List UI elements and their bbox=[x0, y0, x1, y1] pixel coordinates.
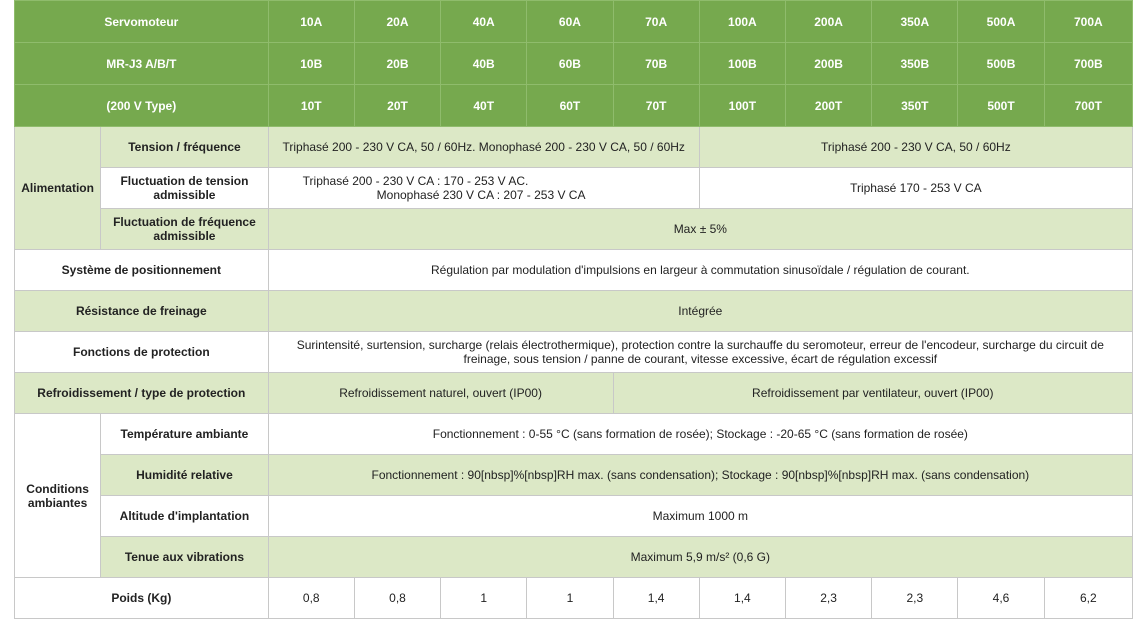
row-label: Fluctuation de tension admissible bbox=[101, 168, 268, 209]
row-humidite bbox=[15, 455, 1133, 496]
row-altitude bbox=[15, 496, 1133, 537]
row-label: Système de positionnement bbox=[15, 250, 269, 291]
model-cell: 20A bbox=[354, 1, 440, 43]
value-cell: Fonctionnement : 0-55 °C (sans formation de rosée); Stockage : -20-65 °C (sans formation de rosée) bbox=[268, 414, 1132, 455]
model-cell: 700B bbox=[1044, 43, 1132, 85]
value-cell: Fonctionnement : 90[nbsp]%[nbsp]RH max. (sans condensation); Stockage : 90[nbsp]%[nbsp]RH max. (sans condensation) bbox=[268, 455, 1132, 496]
model-cell: 10B bbox=[268, 43, 354, 85]
weight-cell: 1 bbox=[441, 578, 527, 619]
spec-table-wrapper bbox=[14, 0, 1133, 619]
model-cell: 350B bbox=[872, 43, 958, 85]
row-label: Fonctions de protection bbox=[15, 332, 269, 373]
header-row-series bbox=[15, 43, 1133, 85]
model-cell: 500B bbox=[958, 43, 1044, 85]
weight-cell: 0,8 bbox=[268, 578, 354, 619]
row-label: Refroidissement / type de protection bbox=[15, 373, 269, 414]
row-fluct-freq bbox=[15, 209, 1133, 250]
model-cell: 200B bbox=[785, 43, 871, 85]
value-cell: Max ± 5% bbox=[268, 209, 1132, 250]
row-tension bbox=[15, 127, 1133, 168]
weight-cell: 4,6 bbox=[958, 578, 1044, 619]
weight-cell: 1,4 bbox=[699, 578, 785, 619]
row-label: Fluctuation de fréquence admissible bbox=[101, 209, 268, 250]
value-cell: Surintensité, surtension, surcharge (relais électrothermique), protection contre la surchauffe du seromoteur, erreur de l'encodeur, surcharge du circuit de freinage, sous tension / panne de courant, vitesse excessive, écart de régulation excessif bbox=[268, 332, 1132, 373]
row-refroidissement bbox=[15, 373, 1133, 414]
weight-cell: 2,3 bbox=[872, 578, 958, 619]
model-cell: 500A bbox=[958, 1, 1044, 43]
value-cell: Triphasé 200 - 230 V CA, 50 / 60Hz bbox=[699, 127, 1132, 168]
model-cell: 40B bbox=[441, 43, 527, 85]
row-vibrations bbox=[15, 537, 1133, 578]
weight-cell: 1 bbox=[527, 578, 613, 619]
group-label-alimentation: Alimentation bbox=[15, 127, 101, 250]
model-cell: 700A bbox=[1044, 1, 1132, 43]
row-freinage bbox=[15, 291, 1133, 332]
model-cell: 70T bbox=[613, 85, 699, 127]
model-cell: 350A bbox=[872, 1, 958, 43]
model-cell: 200T bbox=[785, 85, 871, 127]
model-cell: 10A bbox=[268, 1, 354, 43]
value-cell: Triphasé 170 - 253 V CA bbox=[699, 168, 1132, 209]
model-cell: 350T bbox=[872, 85, 958, 127]
value-cell: Refroidissement naturel, ouvert (IP00) bbox=[268, 373, 613, 414]
model-cell: 100A bbox=[699, 1, 785, 43]
value-line: Triphasé 200 - 230 V CA : 170 - 253 V AC. bbox=[302, 174, 529, 188]
row-fluct-tension bbox=[15, 168, 1133, 209]
value-cell: Maximum 1000 m bbox=[268, 496, 1132, 537]
model-cell: 70B bbox=[613, 43, 699, 85]
model-cell: 40A bbox=[441, 1, 527, 43]
row-positionnement bbox=[15, 250, 1133, 291]
value-cell bbox=[268, 168, 699, 209]
model-cell: 20B bbox=[354, 43, 440, 85]
servo-spec-table bbox=[14, 0, 1133, 619]
row-label: Humidité relative bbox=[101, 455, 268, 496]
model-cell: 100T bbox=[699, 85, 785, 127]
value-cell: Maximum 5,9 m/s² (0,6 G) bbox=[268, 537, 1132, 578]
header-row-type bbox=[15, 85, 1133, 127]
value-cell: Intégrée bbox=[268, 291, 1132, 332]
row-label: Poids (Kg) bbox=[15, 578, 269, 619]
model-cell: 10T bbox=[268, 85, 354, 127]
row-temperature bbox=[15, 414, 1133, 455]
model-cell: 700T bbox=[1044, 85, 1132, 127]
model-cell: 40T bbox=[441, 85, 527, 127]
row-label: Altitude d'implantation bbox=[101, 496, 268, 537]
header-row-servomoteur bbox=[15, 1, 1133, 43]
row-label: Température ambiante bbox=[101, 414, 268, 455]
weight-cell: 6,2 bbox=[1044, 578, 1132, 619]
weight-cell: 1,4 bbox=[613, 578, 699, 619]
model-cell: 60A bbox=[527, 1, 613, 43]
model-cell: 60B bbox=[527, 43, 613, 85]
header-label: (200 V Type) bbox=[15, 85, 269, 127]
row-poids bbox=[15, 578, 1133, 619]
value-cell: Régulation par modulation d'impulsions en largeur à commutation sinusoïdale / régulation de courant. bbox=[268, 250, 1132, 291]
value-cell: Refroidissement par ventilateur, ouvert (IP00) bbox=[613, 373, 1132, 414]
model-cell: 500T bbox=[958, 85, 1044, 127]
model-cell: 60T bbox=[527, 85, 613, 127]
model-cell: 100B bbox=[699, 43, 785, 85]
weight-cell: 0,8 bbox=[354, 578, 440, 619]
model-cell: 70A bbox=[613, 1, 699, 43]
weight-cell: 2,3 bbox=[785, 578, 871, 619]
row-label: Tenue aux vibrations bbox=[101, 537, 268, 578]
value-line: Monophasé 230 V CA : 207 - 253 V CA bbox=[376, 188, 586, 202]
header-label: Servomoteur bbox=[15, 1, 269, 43]
model-cell: 20T bbox=[354, 85, 440, 127]
header-label: MR-J3 A/B/T bbox=[15, 43, 269, 85]
model-cell: 200A bbox=[785, 1, 871, 43]
row-protection bbox=[15, 332, 1133, 373]
group-label-conditions: Conditions ambiantes bbox=[15, 414, 101, 578]
value-cell: Triphasé 200 - 230 V CA, 50 / 60Hz. Monophasé 200 - 230 V CA, 50 / 60Hz bbox=[268, 127, 699, 168]
row-label: Tension / fréquence bbox=[101, 127, 268, 168]
row-label: Résistance de freinage bbox=[15, 291, 269, 332]
